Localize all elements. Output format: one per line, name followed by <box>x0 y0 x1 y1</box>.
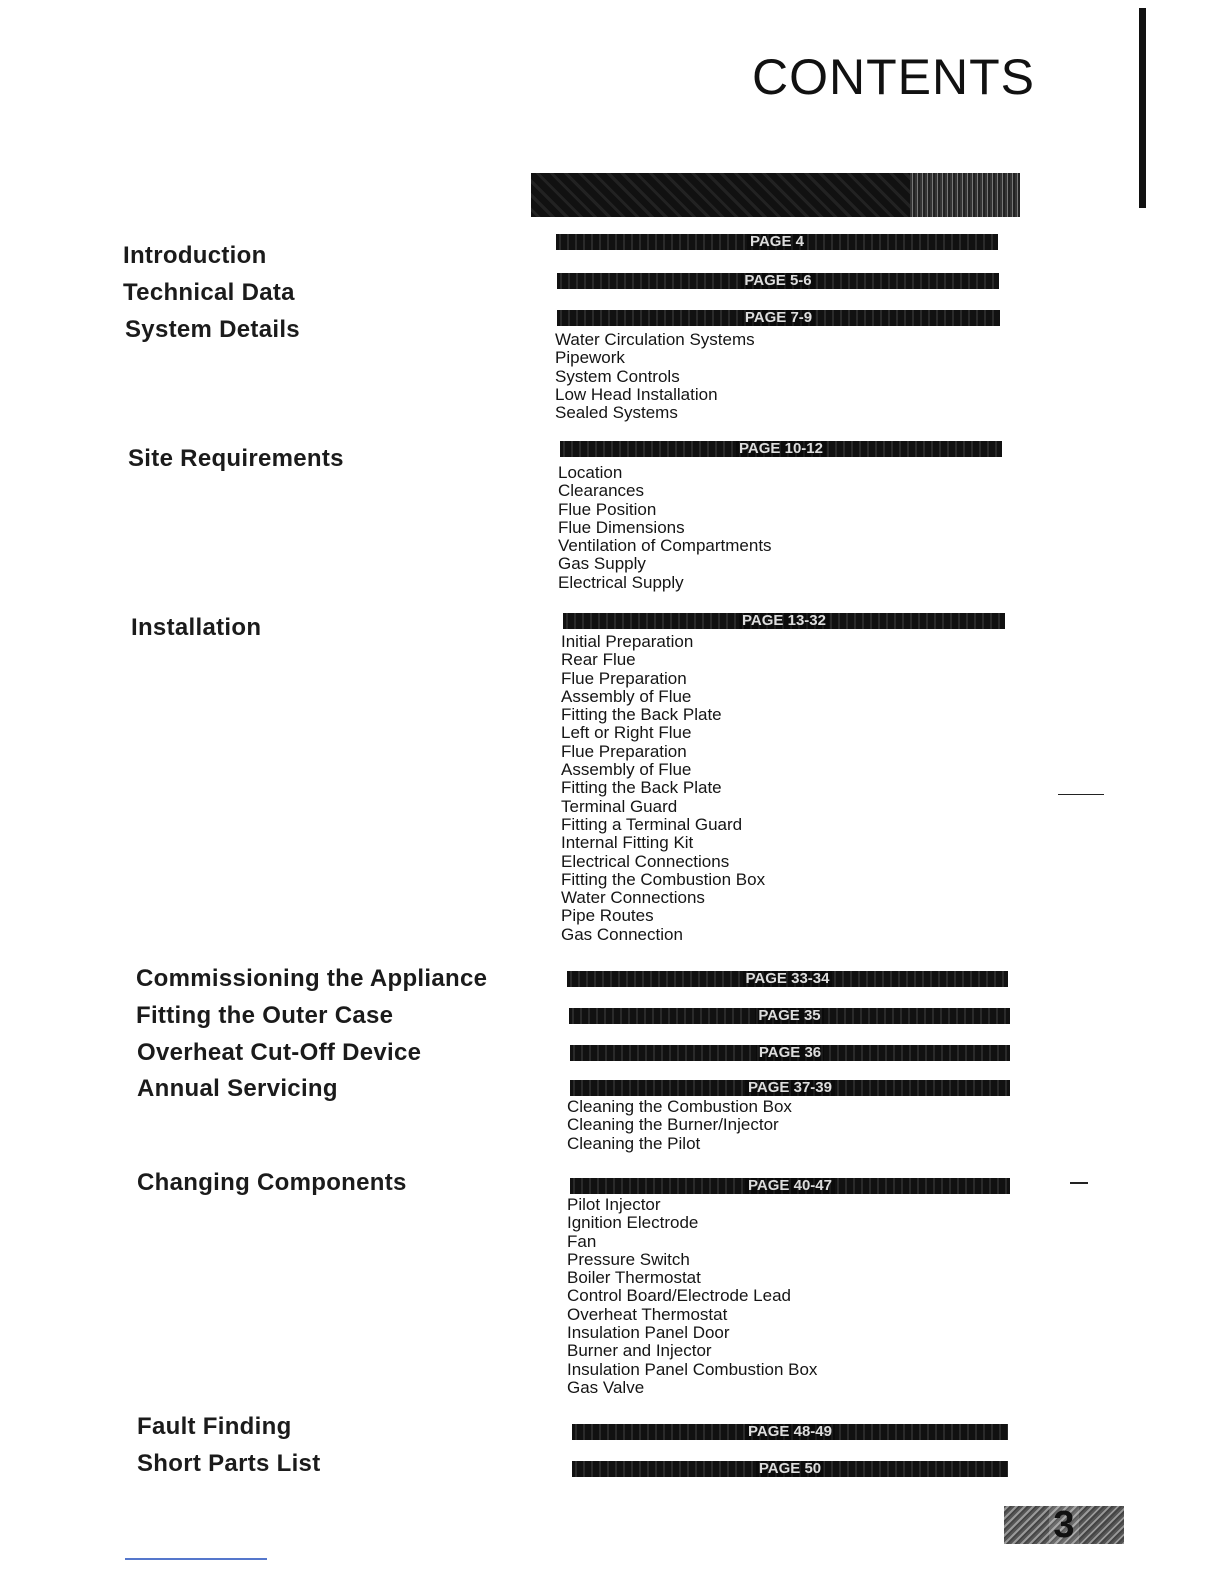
list-item: Flue Preparation <box>561 741 687 761</box>
list-item: Pipe Routes <box>561 906 654 926</box>
section-heading-technical-data: Technical Data <box>123 279 295 306</box>
page-range-short-parts-list: PAGE 50 <box>756 1461 824 1477</box>
page-range-bar-installation <box>563 613 1005 629</box>
list-item: Boiler Thermostat <box>567 1268 701 1288</box>
page-number-badge <box>1004 1506 1124 1544</box>
list-item: Low Head Installation <box>555 384 718 404</box>
page-number: 3 <box>1049 1504 1078 1546</box>
list-item: Internal Fitting Kit <box>561 833 694 853</box>
section-heading-annual-servicing: Annual Servicing <box>137 1075 338 1102</box>
list-item: Electrical Connections <box>561 851 730 871</box>
header-bar <box>531 173 1020 217</box>
scan-mark <box>1070 1182 1088 1184</box>
list-item: Ignition Electrode <box>567 1213 699 1233</box>
footer-rule <box>125 1558 267 1560</box>
subitem-list-site-requirements <box>558 464 772 592</box>
list-item: Sealed Systems <box>555 403 678 423</box>
page-range-bar-system-details <box>557 310 1000 326</box>
section-heading-introduction: Introduction <box>123 242 267 269</box>
list-item: Gas Connection <box>561 924 683 944</box>
page-range-technical-data: PAGE 5-6 <box>741 273 814 289</box>
section-heading-outer-case: Fitting the Outer Case <box>136 1002 394 1029</box>
section-heading-system-details: System Details <box>125 316 300 343</box>
list-item: Cleaning the Combustion Box <box>567 1097 792 1116</box>
page-range-fault-finding: PAGE 48-49 <box>745 1424 835 1440</box>
subitem-list-changing-components <box>567 1196 817 1397</box>
section-heading-short-parts-list: Short Parts List <box>137 1450 321 1477</box>
page-range-bar-outer-case <box>569 1008 1010 1024</box>
page-range-outer-case: PAGE 35 <box>755 1008 823 1024</box>
list-item: System Controls <box>555 366 680 386</box>
list-item: Electrical Supply <box>558 572 684 592</box>
list-item: Flue Position <box>558 499 657 519</box>
list-item: Location <box>558 463 623 482</box>
scan-mark <box>1058 794 1104 795</box>
section-heading-changing-components: Changing Components <box>137 1169 407 1196</box>
page-range-bar-overheat <box>570 1045 1010 1061</box>
list-item: Pilot Injector <box>567 1195 661 1214</box>
list-item: Gas Valve <box>567 1377 645 1397</box>
page-range-installation: PAGE 13-32 <box>739 613 829 629</box>
page-range-commissioning: PAGE 33-34 <box>743 971 833 987</box>
page-range-changing-components: PAGE 40-47 <box>745 1178 835 1194</box>
list-item: Flue Dimensions <box>558 517 685 537</box>
list-item: Insulation Panel Door <box>567 1323 730 1343</box>
subitem-list-annual-servicing <box>567 1098 792 1153</box>
section-heading-commissioning: Commissioning the Appliance <box>136 965 488 992</box>
page-range-bar-commissioning <box>567 971 1008 987</box>
list-item: Clearances <box>558 481 644 501</box>
section-heading-site-requirements: Site Requirements <box>128 445 344 472</box>
section-heading-installation: Installation <box>131 614 262 641</box>
list-item: Ventilation of Compartments <box>558 536 772 556</box>
list-item: Assembly of Flue <box>561 686 692 706</box>
list-item: Rear Flue <box>561 650 636 670</box>
page-range-bar-site-requirements <box>560 441 1002 457</box>
page-range-overheat: PAGE 36 <box>756 1045 824 1061</box>
page-title: CONTENTS <box>752 49 1035 105</box>
list-item: Fitting the Back Plate <box>561 778 722 798</box>
section-heading-overheat: Overheat Cut-Off Device <box>137 1039 422 1066</box>
list-item: Control Board/Electrode Lead <box>567 1286 791 1306</box>
page-range-bar-introduction <box>556 234 998 250</box>
page-range-bar-short-parts-list <box>572 1461 1008 1477</box>
list-item: Water Circulation Systems <box>555 330 755 349</box>
list-item: Initial Preparation <box>561 632 694 651</box>
list-item: Overheat Thermostat <box>567 1304 728 1324</box>
list-item: Assembly of Flue <box>561 760 692 780</box>
list-item: Gas Supply <box>558 554 646 574</box>
list-item: Flue Preparation <box>561 668 687 688</box>
page-range-system-details: PAGE 7-9 <box>742 310 815 326</box>
list-item: Water Connections <box>561 888 705 908</box>
page-range-bar-annual-servicing <box>570 1080 1010 1096</box>
list-item: Fitting the Combustion Box <box>561 869 766 889</box>
list-item: Fitting a Terminal Guard <box>561 814 743 834</box>
list-item: Terminal Guard <box>561 796 678 816</box>
scan-edge-line <box>1139 8 1146 208</box>
list-item: Cleaning the Burner/Injector <box>567 1115 779 1135</box>
list-item: Burner and Injector <box>567 1341 712 1361</box>
page-range-site-requirements: PAGE 10-12 <box>736 441 826 457</box>
subitem-list-installation <box>561 633 765 944</box>
list-item: Insulation Panel Combustion Box <box>567 1359 818 1379</box>
list-item: Pressure Switch <box>567 1249 690 1269</box>
page-range-bar-fault-finding <box>572 1424 1008 1440</box>
list-item: Fan <box>567 1231 597 1251</box>
list-item: Cleaning the Pilot <box>567 1133 701 1153</box>
page-range-annual-servicing: PAGE 37-39 <box>745 1080 835 1096</box>
list-item: Left or Right Flue <box>561 723 692 743</box>
section-heading-fault-finding: Fault Finding <box>137 1413 292 1440</box>
page-range-introduction: PAGE 4 <box>747 234 807 250</box>
list-item: Fitting the Back Plate <box>561 705 722 725</box>
page-range-bar-technical-data <box>557 273 999 289</box>
subitem-list-system-details <box>555 331 755 422</box>
page-range-bar-changing-components <box>570 1178 1010 1194</box>
list-item: Pipework <box>555 348 625 368</box>
